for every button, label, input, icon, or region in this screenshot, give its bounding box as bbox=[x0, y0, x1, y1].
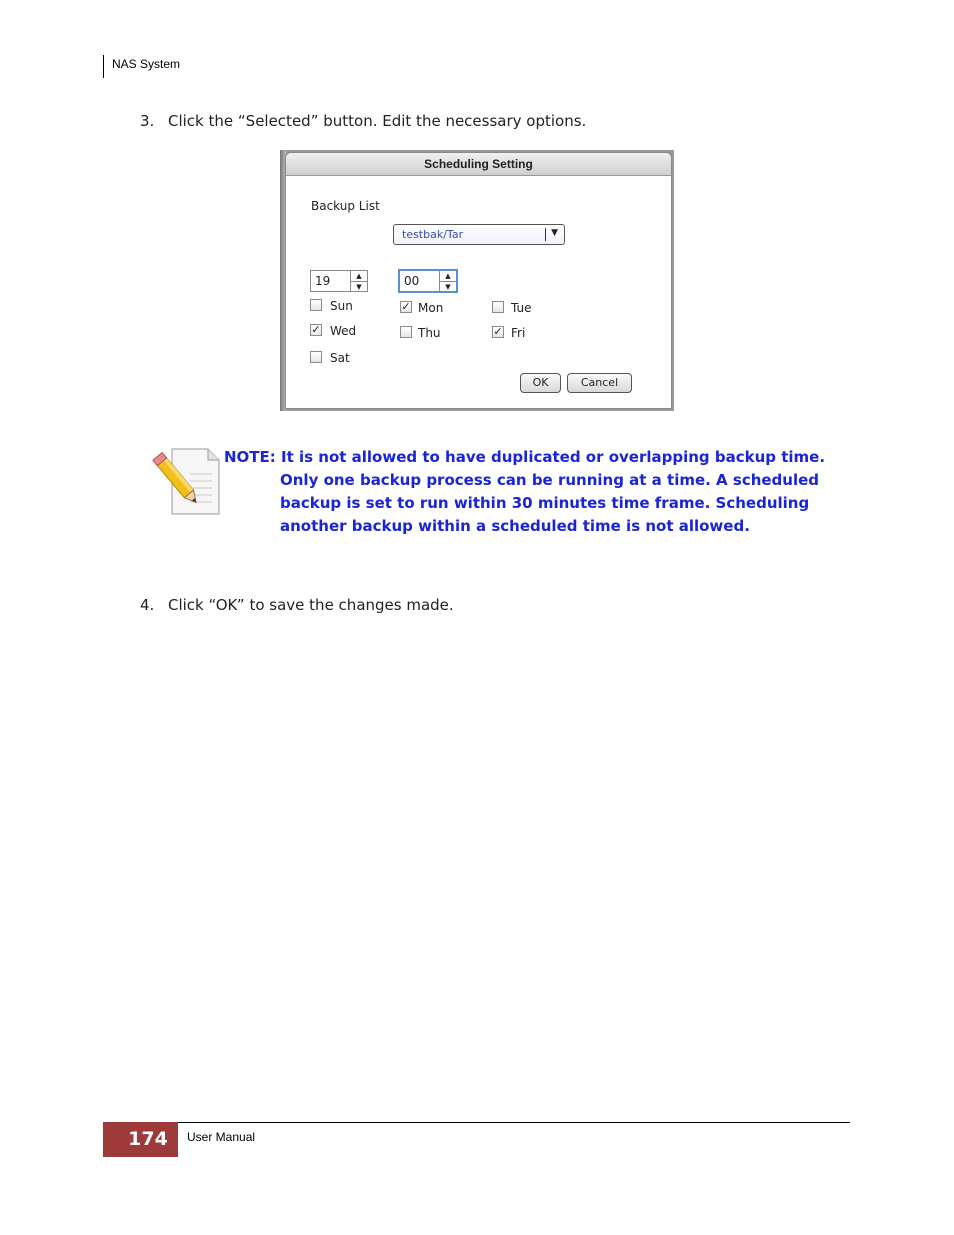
checkbox-fri-label: Fri bbox=[511, 326, 526, 340]
note-line-3: backup is set to run within 30 minutes time frame. Scheduling bbox=[280, 494, 810, 512]
checkbox-mon-label: Mon bbox=[418, 301, 444, 315]
hour-spinner[interactable] bbox=[310, 270, 368, 292]
backup-list-select[interactable] bbox=[393, 224, 565, 245]
header-divider bbox=[103, 55, 104, 78]
hour-value: 19 bbox=[315, 274, 331, 288]
step-3 bbox=[140, 112, 586, 130]
minute-down-icon[interactable]: ▼ bbox=[445, 283, 451, 291]
step-3-text: Click the “Selected” button. Edit the necessary options. bbox=[168, 112, 587, 130]
checkbox-sun-label: Sun bbox=[330, 299, 353, 313]
page-number: 174 bbox=[128, 1128, 168, 1150]
hour-up-icon[interactable]: ▲ bbox=[351, 271, 367, 282]
checkbox-thu[interactable] bbox=[400, 326, 412, 338]
cancel-button[interactable]: Cancel bbox=[567, 373, 632, 393]
checkbox-mon[interactable]: ✓ bbox=[401, 300, 411, 313]
checkbox-thu-label: Thu bbox=[418, 326, 441, 340]
checkbox-wed-label: Wed bbox=[330, 324, 357, 338]
step-4 bbox=[140, 596, 454, 614]
minute-spinner[interactable] bbox=[398, 269, 458, 293]
checkbox-sun[interactable] bbox=[310, 299, 322, 311]
backup-list-value: testbak/Tar bbox=[402, 228, 464, 241]
checkbox-wed[interactable]: ✓ bbox=[311, 323, 321, 336]
checkbox-sat[interactable] bbox=[310, 351, 322, 363]
step-4-number: 4. bbox=[140, 596, 155, 614]
ok-button[interactable]: OK bbox=[520, 373, 561, 393]
chevron-down-icon[interactable]: ▼ bbox=[551, 228, 558, 238]
note-line-2: Only one backup process can be running at a time. A scheduled bbox=[280, 471, 820, 489]
checkbox-tue-label: Tue bbox=[511, 301, 532, 315]
checkbox-fri[interactable]: ✓ bbox=[493, 325, 503, 338]
step-4-text: Click “OK” to save the changes made. bbox=[168, 596, 454, 614]
minute-up-icon[interactable]: ▲ bbox=[440, 271, 456, 282]
dialog-title: Scheduling Setting bbox=[286, 153, 671, 176]
minute-value: 00 bbox=[404, 274, 420, 288]
step-3-number: 3. bbox=[140, 112, 155, 130]
checkbox-sat-label: Sat bbox=[330, 351, 350, 365]
footer-divider bbox=[178, 1122, 850, 1123]
header-title: NAS System bbox=[112, 57, 181, 71]
note-block bbox=[224, 446, 854, 538]
checkbox-tue[interactable] bbox=[492, 301, 504, 313]
backup-list-label: Backup List bbox=[311, 199, 380, 213]
note-line-4: another backup within a scheduled time is not allowed. bbox=[280, 517, 750, 535]
footer-label: User Manual bbox=[187, 1130, 256, 1144]
note-pencil-icon bbox=[146, 446, 222, 518]
hour-down-icon[interactable]: ▼ bbox=[356, 283, 362, 291]
combo-separator bbox=[545, 228, 546, 241]
note-line-1: NOTE: It is not allowed to have duplicated or overlapping backup time. bbox=[224, 448, 826, 466]
